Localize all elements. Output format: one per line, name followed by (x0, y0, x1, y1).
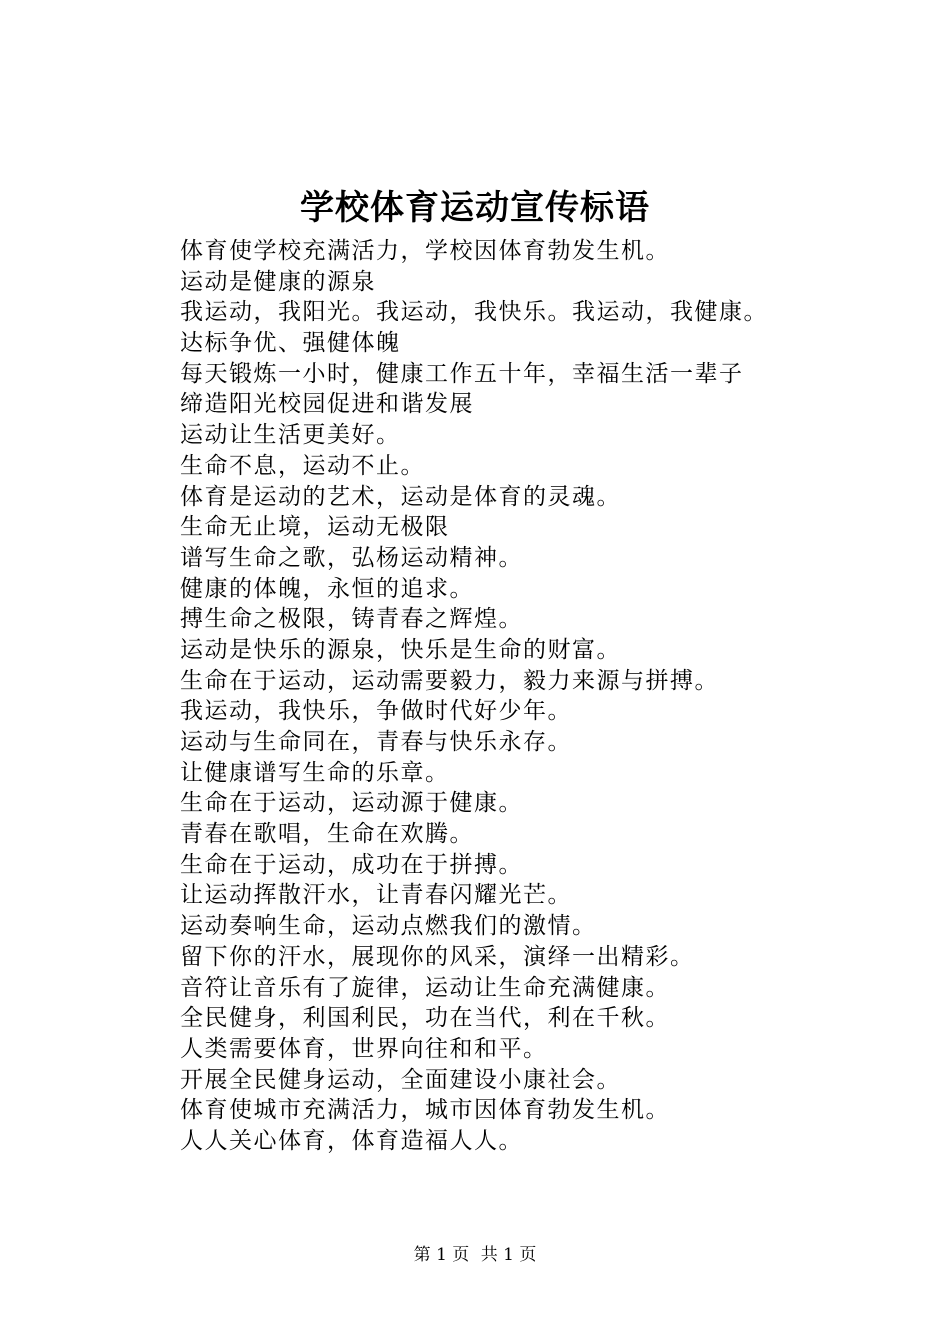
slogan-line: 缔造阳光校园促进和谐发展 (180, 391, 474, 418)
slogan-line: 体育使学校充满活力，学校因体育勃发生机。 (180, 238, 670, 264)
slogan-line: 谱写生命之歌，弘杨运动精神。 (180, 544, 523, 571)
slogan-line: 开展全民健身运动，全面建设小康社会。 (180, 1066, 621, 1093)
slogan-line: 让运动挥散汗水，让青春闪耀光芒。 (180, 882, 572, 909)
document-title: 学校体育运动宣传标语 (300, 188, 650, 228)
slogan-line: 生命在于运动，运动源于健康。 (180, 790, 523, 817)
slogan-line: 我运动，我快乐，争做时代好少年。 (180, 698, 572, 725)
slogan-line: 音符让音乐有了旋律，运动让生命充满健康。 (180, 974, 670, 1001)
slogan-line: 人人关心体育，体育造福人人。 (180, 1127, 523, 1154)
slogan-line: 体育是运动的艺术，运动是体育的灵魂。 (180, 483, 621, 510)
page-number: 第 1 页 (413, 1245, 470, 1265)
slogan-line: 每天锻炼一小时，健康工作五十年，幸福生活一辈子 (180, 360, 744, 387)
slogan-line: 生命在于运动，运动需要毅力，毅力来源与拼搏。 (180, 667, 719, 694)
slogan-line: 健康的体魄，永恒的追求。 (180, 575, 474, 602)
slogan-line: 人类需要体育，世界向往和和平。 (180, 1035, 548, 1062)
slogan-line: 生命无止境，运动无极限 (180, 514, 450, 541)
slogan-line: 生命在于运动，成功在于拼搏。 (180, 851, 523, 878)
slogan-line: 体育使城市充满活力，城市因体育勃发生机。 (180, 1097, 670, 1124)
slogan-line: 达标争优、强健体魄 (180, 330, 401, 357)
slogan-line: 运动与生命同在，青春与快乐永存。 (180, 729, 572, 755)
slogan-line: 青春在歌唱，生命在欢腾。 (180, 821, 474, 848)
slogan-line: 搏生命之极限，铸青春之辉煌。 (180, 606, 523, 633)
slogan-line: 留下你的汗水，展现你的风采，演绎一出精彩。 (180, 943, 695, 970)
slogan-line: 运动奏响生命，运动点燃我们的激情。 (180, 913, 597, 940)
slogan-line: 让健康谱写生命的乐章。 (180, 759, 450, 786)
slogan-line: 生命不息，运动不止。 (180, 452, 425, 479)
slogan-line: 我运动，我阳光。我运动，我快乐。我运动，我健康。 (180, 299, 768, 326)
slogan-list (180, 236, 768, 1157)
page-total: 共 1 页 (480, 1245, 537, 1265)
slogan-line: 运动是快乐的源泉，快乐是生命的财富。 (180, 636, 621, 663)
slogan-line: 运动是健康的源泉 (180, 268, 376, 295)
slogan-line: 运动让生活更美好。 (180, 422, 401, 449)
page-footer (0, 1243, 950, 1267)
slogan-line: 全民健身，利国利民，功在当代，利在千秋。 (180, 1005, 670, 1032)
